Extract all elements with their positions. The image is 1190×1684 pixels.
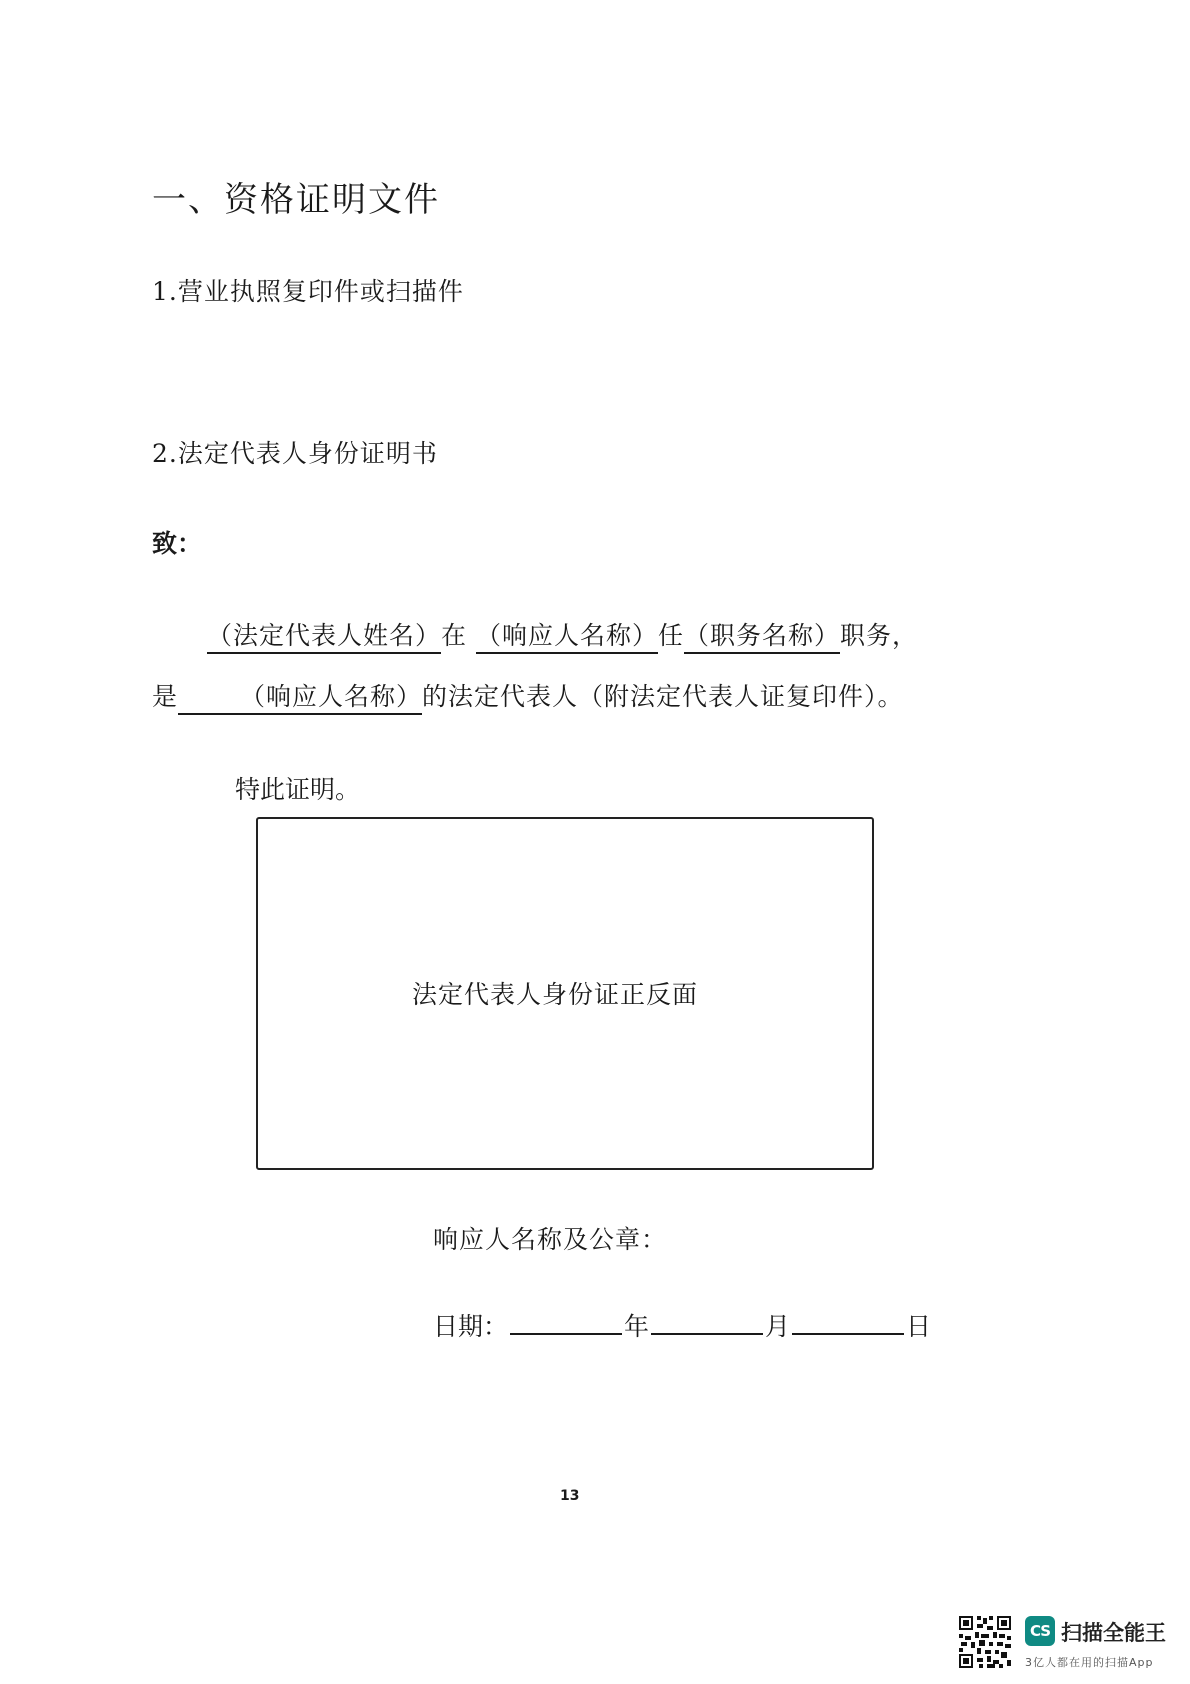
text-in: 在 (441, 621, 468, 650)
text-is: 是 (152, 682, 179, 711)
company-name-field-2 (178, 683, 422, 715)
certify-statement: 特此证明。 (235, 775, 361, 804)
company-seal-label: 响应人名称及公章： (433, 1225, 668, 1254)
text-position-suffix: 职务， (840, 621, 919, 650)
text-legal-rep-suffix: 的法定代表人（附法定代表人证复印件）。 (422, 682, 904, 711)
year-blank (510, 1311, 622, 1335)
camscanner-logo: CS (1025, 1616, 1055, 1646)
day-blank (792, 1311, 904, 1335)
addressee-label: 致： (152, 529, 203, 558)
day-label: 日 (906, 1312, 932, 1341)
letter-line-1 (207, 616, 918, 654)
company-name-field: （响应人名称） (476, 622, 658, 654)
date-label: 日期： (433, 1312, 509, 1341)
qr-code-icon (957, 1614, 1013, 1670)
item-legal-rep-certificate: 2.法定代表人身份证明书 (152, 439, 438, 468)
page-number: 13 (560, 1488, 580, 1504)
year-label: 年 (624, 1312, 650, 1341)
letter-line-2 (152, 677, 904, 715)
item-business-license: 1.营业执照复印件或扫描件 (152, 277, 464, 306)
month-label: 月 (765, 1312, 791, 1341)
legal-rep-name-field: （法定代表人姓名） (207, 622, 441, 654)
company-name-placeholder-2: （响应人名称） (240, 682, 423, 711)
watermark-tagline: 3亿人都在用的扫描App (1025, 1656, 1154, 1669)
month-blank (651, 1311, 763, 1335)
id-card-placeholder-label: 法定代表人身份证正反面 (412, 980, 699, 1009)
text-serve-as: 任 (658, 621, 685, 650)
date-line (433, 1307, 931, 1343)
job-title-field: （职务名称） (684, 622, 840, 654)
watermark-app-name: 扫描全能王 (1061, 1621, 1166, 1645)
section-heading: 一、资格证明文件 (152, 180, 440, 220)
